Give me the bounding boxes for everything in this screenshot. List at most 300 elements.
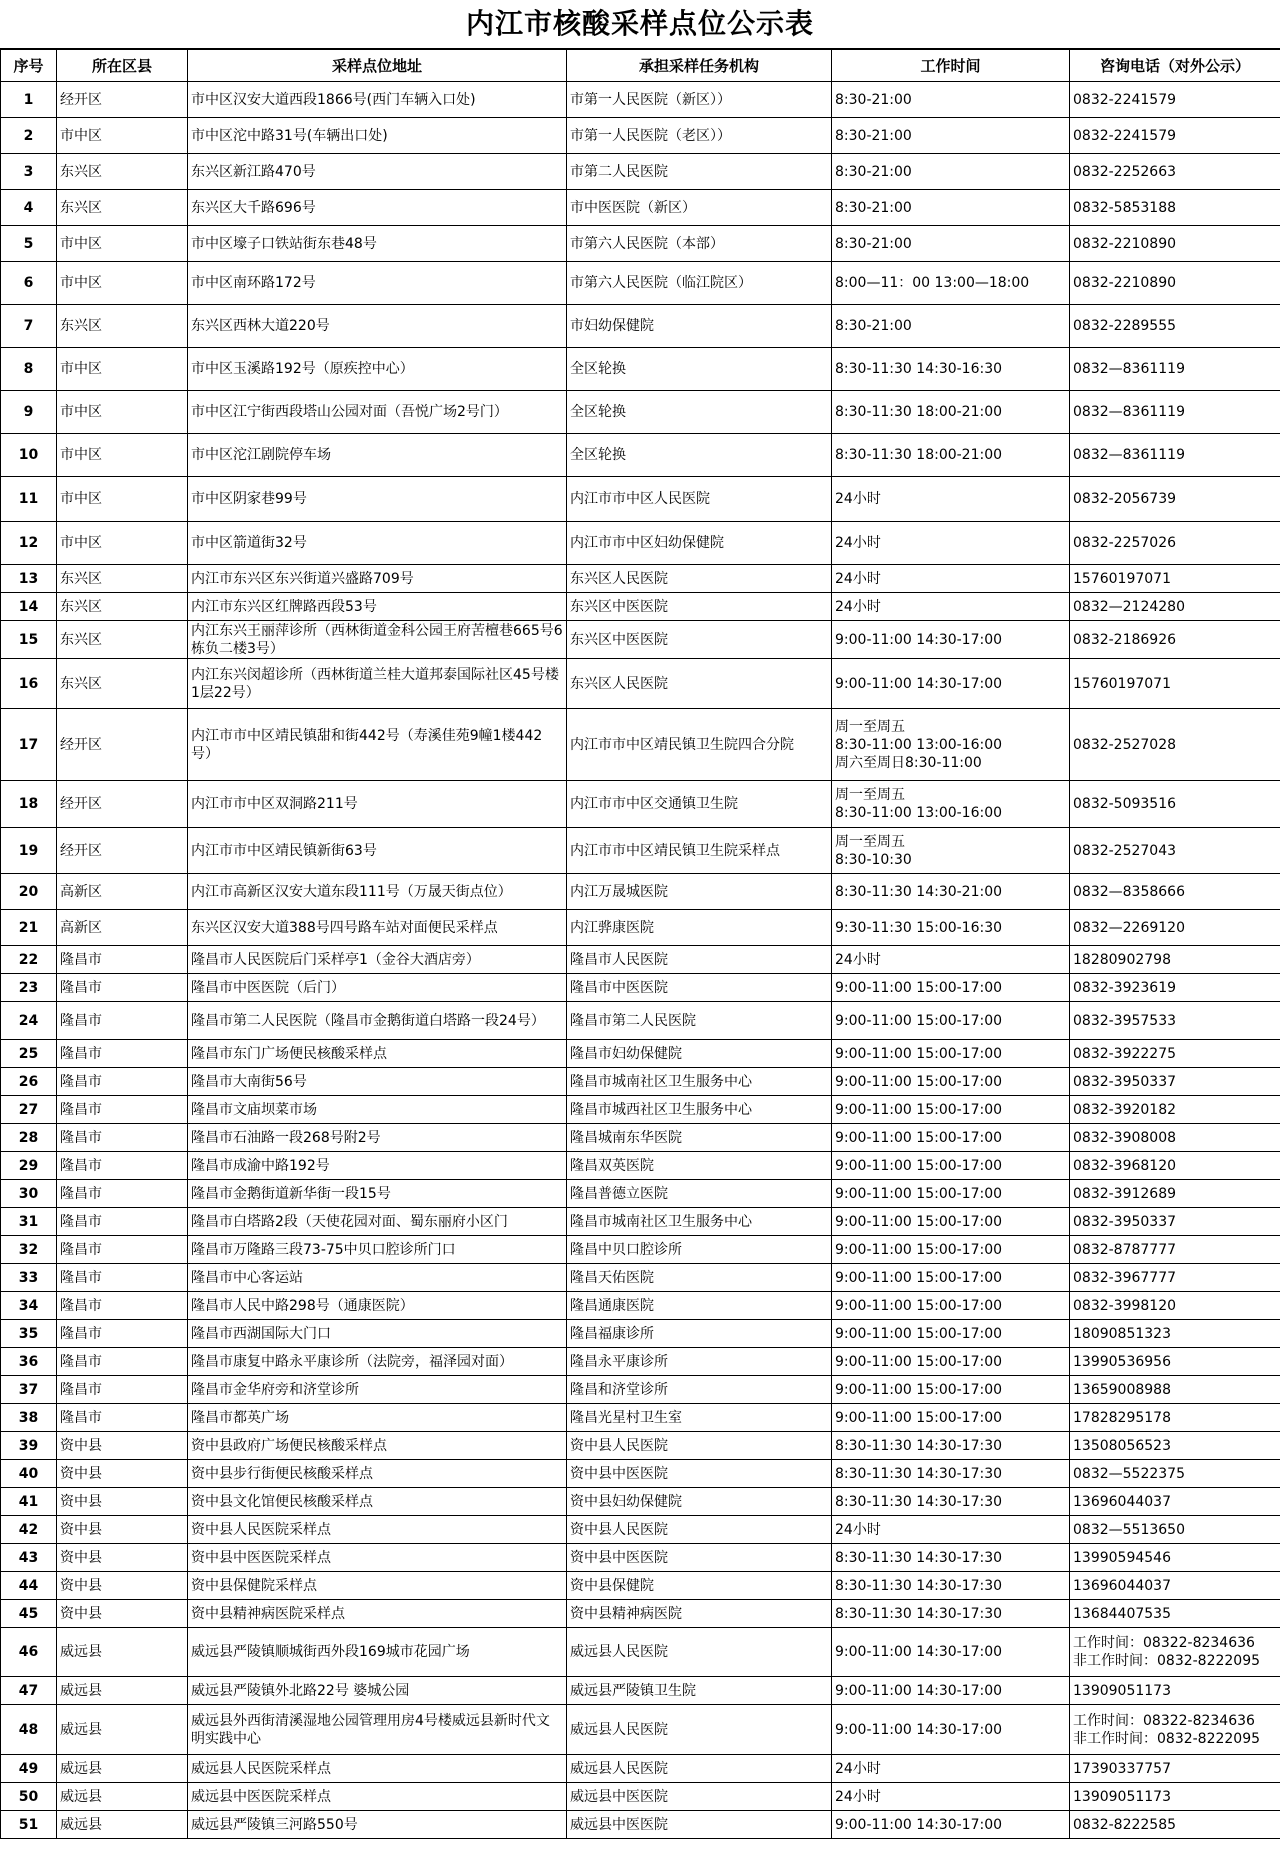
phone-cell: 0832-5853188 [1070,190,1280,226]
org-cell: 威远县中医医院 [567,1783,832,1811]
org-cell: 隆昌和济堂诊所 [567,1376,832,1404]
address-cell: 市中区阴家巷99号 [188,477,567,522]
address-cell: 市中区南环路172号 [188,262,567,305]
table-row [1,1320,1280,1348]
org-cell: 内江市市中区妇幼保健院 [567,522,832,565]
row-number: 8 [1,348,57,391]
phone-cell: 0832-2210890 [1070,262,1280,305]
table-row [1,593,1280,621]
row-number: 22 [1,946,57,974]
phone-cell: 0832-3908008 [1070,1124,1280,1152]
phone-cell: 0832—8361119 [1070,391,1280,434]
district-cell: 隆昌市 [57,1180,188,1208]
row-number: 37 [1,1376,57,1404]
address-cell: 威远县严陵镇三河路550号 [188,1811,567,1839]
time-cell: 9:00-11:00 15:00-17:00 [832,1348,1070,1376]
time-cell: 9:00-11:00 15:00-17:00 [832,1124,1070,1152]
table-row [1,828,1280,874]
address-cell: 内江市市中区靖民镇新街63号 [188,828,567,874]
time-cell: 9:00-11:00 14:30-17:00 [832,1811,1070,1839]
time-cell: 9:00-11:00 15:00-17:00 [832,1040,1070,1068]
org-cell: 隆昌市第二人民医院 [567,1002,832,1040]
district-cell: 市中区 [57,348,188,391]
row-number: 38 [1,1404,57,1432]
row-number: 9 [1,391,57,434]
row-number: 27 [1,1096,57,1124]
row-number: 28 [1,1124,57,1152]
time-cell: 9:00-11:00 15:00-17:00 [832,1404,1070,1432]
org-cell: 隆昌普德立医院 [567,1180,832,1208]
table-row [1,522,1280,565]
table-row [1,1544,1280,1572]
table-row [1,1040,1280,1068]
table-body [1,82,1280,1839]
district-cell: 东兴区 [57,659,188,709]
org-cell: 市妇幼保健院 [567,305,832,348]
time-cell: 8:30-21:00 [832,226,1070,262]
district-cell: 市中区 [57,262,188,305]
phone-cell: 0832-3968120 [1070,1152,1280,1180]
phone-cell: 17390337757 [1070,1755,1280,1783]
time-cell: 9:00-11:00 15:00-17:00 [832,1264,1070,1292]
org-cell: 隆昌城南东华医院 [567,1124,832,1152]
row-number: 6 [1,262,57,305]
org-cell: 隆昌天佑医院 [567,1264,832,1292]
time-cell: 周一至周五 8:30-10:30 [832,828,1070,874]
district-cell: 隆昌市 [57,1320,188,1348]
address-cell: 资中县保健院采样点 [188,1572,567,1600]
org-cell: 内江万晟城医院 [567,874,832,910]
district-cell: 隆昌市 [57,1348,188,1376]
address-cell: 资中县政府广场便民核酸采样点 [188,1432,567,1460]
time-cell: 8:30-11:30 14:30-17:30 [832,1572,1070,1600]
phone-cell: 0832-2252663 [1070,154,1280,190]
row-number: 14 [1,593,57,621]
org-cell: 资中县精神病医院 [567,1600,832,1628]
time-cell: 8:30-11:30 14:30-17:30 [832,1600,1070,1628]
phone-cell: 15760197071 [1070,659,1280,709]
row-number: 51 [1,1811,57,1839]
address-cell: 内江东兴王丽萍诊所（西林街道金科公园王府苦檀巷665号6栋负二楼3号） [188,621,567,659]
address-cell: 东兴区西林大道220号 [188,305,567,348]
org-cell: 东兴区中医医院 [567,621,832,659]
time-cell: 周一至周五 8:30-11:00 13:00-16:00 [832,781,1070,828]
table-row [1,1572,1280,1600]
time-cell: 9:00-11:00 15:00-17:00 [832,1208,1070,1236]
time-cell: 24小时 [832,565,1070,593]
time-cell: 24小时 [832,593,1070,621]
header-org: 承担采样任务机构 [567,50,832,82]
row-number: 7 [1,305,57,348]
row-number: 20 [1,874,57,910]
time-cell: 9:00-11:00 14:30-17:00 [832,621,1070,659]
org-cell: 全区轮换 [567,391,832,434]
district-cell: 东兴区 [57,154,188,190]
address-cell: 隆昌市金鹅街道新华街一段15号 [188,1180,567,1208]
phone-cell: 13696044037 [1070,1488,1280,1516]
phone-cell: 0832-2289555 [1070,305,1280,348]
address-cell: 市中区箭道街32号 [188,522,567,565]
org-cell: 威远县人民医院 [567,1705,832,1755]
district-cell: 威远县 [57,1755,188,1783]
phone-cell: 0832-5093516 [1070,781,1280,828]
phone-cell: 13684407535 [1070,1600,1280,1628]
district-cell: 资中县 [57,1516,188,1544]
org-cell: 内江市市中区人民医院 [567,477,832,522]
table-row [1,1002,1280,1040]
row-number: 18 [1,781,57,828]
address-cell: 隆昌市白塔路2段（天使花园对面、蜀东丽府小区门 [188,1208,567,1236]
time-cell: 9:00-11:00 15:00-17:00 [832,1096,1070,1124]
table-row [1,1460,1280,1488]
row-number: 46 [1,1628,57,1677]
org-cell: 隆昌市城南社区卫生服务中心 [567,1068,832,1096]
row-number: 33 [1,1264,57,1292]
org-cell: 隆昌双英医院 [567,1152,832,1180]
table-row [1,226,1280,262]
phone-cell: 工作时间：08322-8234636 非工作时间：0832-8222095 [1070,1628,1280,1677]
district-cell: 资中县 [57,1544,188,1572]
phone-cell: 0832—8361119 [1070,434,1280,477]
address-cell: 东兴区汉安大道388号四号路车站对面便民采样点 [188,910,567,946]
row-number: 49 [1,1755,57,1783]
table-row [1,118,1280,154]
sampling-sites-table [0,49,1280,1839]
org-cell: 隆昌永平康诊所 [567,1348,832,1376]
time-cell: 8:30-21:00 [832,154,1070,190]
table-row [1,391,1280,434]
phone-cell: 13990594546 [1070,1544,1280,1572]
district-cell: 经开区 [57,828,188,874]
district-cell: 市中区 [57,477,188,522]
address-cell: 内江东兴闵超诊所（西林街道兰桂大道邦泰国际社区45号楼1层22号） [188,659,567,709]
org-cell: 隆昌市妇幼保健院 [567,1040,832,1068]
phone-cell: 17828295178 [1070,1404,1280,1432]
table-row [1,1628,1280,1677]
row-number: 47 [1,1677,57,1705]
time-cell: 8:30-21:00 [832,82,1070,118]
table-row [1,1096,1280,1124]
time-cell: 24小时 [832,1783,1070,1811]
table-row [1,1755,1280,1783]
row-number: 19 [1,828,57,874]
table-row [1,874,1280,910]
phone-cell: 0832—5522375 [1070,1460,1280,1488]
address-cell: 内江市市中区靖民镇甜和街442号（寿溪佳苑9幢1楼442号） [188,709,567,781]
phone-cell: 0832-3922275 [1070,1040,1280,1068]
district-cell: 隆昌市 [57,1292,188,1320]
phone-cell: 15760197071 [1070,565,1280,593]
table-row [1,1600,1280,1628]
address-cell: 威远县中医医院采样点 [188,1783,567,1811]
district-cell: 威远县 [57,1783,188,1811]
district-cell: 市中区 [57,118,188,154]
table-row [1,154,1280,190]
org-cell: 隆昌市城南社区卫生服务中心 [567,1208,832,1236]
table-row [1,659,1280,709]
row-number: 26 [1,1068,57,1096]
phone-cell: 0832-2056739 [1070,477,1280,522]
org-cell: 资中县人民医院 [567,1432,832,1460]
time-cell: 9:00-11:00 15:00-17:00 [832,1152,1070,1180]
org-cell: 威远县人民医院 [567,1628,832,1677]
row-number: 16 [1,659,57,709]
row-number: 29 [1,1152,57,1180]
time-cell: 8:30-11:30 18:00-21:00 [832,391,1070,434]
address-cell: 隆昌市金华府旁和济堂诊所 [188,1376,567,1404]
address-cell: 隆昌市西湖国际大门口 [188,1320,567,1348]
phone-cell: 0832-8222585 [1070,1811,1280,1839]
phone-cell: 工作时间：08322-8234636 非工作时间：0832-8222095 [1070,1705,1280,1755]
row-number: 4 [1,190,57,226]
phone-cell: 0832-2186926 [1070,621,1280,659]
time-cell: 9:00-11:00 15:00-17:00 [832,974,1070,1002]
district-cell: 隆昌市 [57,1404,188,1432]
phone-cell: 0832-2241579 [1070,82,1280,118]
phone-cell: 0832—2124280 [1070,593,1280,621]
time-cell: 8:00—11：00 13:00—18:00 [832,262,1070,305]
address-cell: 威远县人民医院采样点 [188,1755,567,1783]
address-cell: 隆昌市东门广场便民核酸采样点 [188,1040,567,1068]
table-row [1,1292,1280,1320]
address-cell: 隆昌市都英广场 [188,1404,567,1432]
time-cell: 8:30-21:00 [832,118,1070,154]
address-cell: 隆昌市成渝中路192号 [188,1152,567,1180]
address-cell: 资中县文化馆便民核酸采样点 [188,1488,567,1516]
phone-cell: 18280902798 [1070,946,1280,974]
time-cell: 24小时 [832,1516,1070,1544]
district-cell: 威远县 [57,1628,188,1677]
phone-cell: 13990536956 [1070,1348,1280,1376]
row-number: 17 [1,709,57,781]
district-cell: 威远县 [57,1705,188,1755]
row-number: 40 [1,1460,57,1488]
row-number: 1 [1,82,57,118]
time-cell: 8:30-11:30 14:30-21:00 [832,874,1070,910]
table-row [1,910,1280,946]
org-cell: 东兴区人民医院 [567,659,832,709]
row-number: 39 [1,1432,57,1460]
time-cell: 9:00-11:00 14:30-17:00 [832,1677,1070,1705]
org-cell: 隆昌中贝口腔诊所 [567,1236,832,1264]
org-cell: 市第一人民医院（新区）） [567,82,832,118]
time-cell: 24小时 [832,946,1070,974]
phone-cell: 0832—8361119 [1070,348,1280,391]
phone-cell: 13909051173 [1070,1677,1280,1705]
phone-cell: 13659008988 [1070,1376,1280,1404]
time-cell: 9:00-11:00 14:30-17:00 [832,659,1070,709]
table-row [1,974,1280,1002]
table-row [1,1488,1280,1516]
row-number: 5 [1,226,57,262]
address-cell: 东兴区大千路696号 [188,190,567,226]
org-cell: 隆昌市中医医院 [567,974,832,1002]
district-cell: 高新区 [57,910,188,946]
row-number: 42 [1,1516,57,1544]
address-cell: 隆昌市文庙坝菜市场 [188,1096,567,1124]
table-title: 内江市核酸采样点位公示表 [0,0,1280,49]
district-cell: 隆昌市 [57,1040,188,1068]
district-cell: 东兴区 [57,593,188,621]
time-cell: 8:30-11:30 14:30-17:30 [832,1460,1070,1488]
address-cell: 隆昌市大南街56号 [188,1068,567,1096]
table-row [1,1783,1280,1811]
district-cell: 资中县 [57,1432,188,1460]
time-cell: 9:00-11:00 15:00-17:00 [832,1180,1070,1208]
time-cell: 9:00-11:00 14:30-17:00 [832,1705,1070,1755]
header-row [1,50,1280,82]
district-cell: 隆昌市 [57,1068,188,1096]
row-number: 11 [1,477,57,522]
district-cell: 隆昌市 [57,974,188,1002]
address-cell: 资中县人民医院采样点 [188,1516,567,1544]
org-cell: 市第六人民医院（本部） [567,226,832,262]
district-cell: 隆昌市 [57,1002,188,1040]
district-cell: 资中县 [57,1488,188,1516]
time-cell: 9:00-11:00 15:00-17:00 [832,1002,1070,1040]
address-cell: 市中区江宁街西段塔山公园对面（吾悦广场2号门） [188,391,567,434]
time-cell: 8:30-11:30 18:00-21:00 [832,434,1070,477]
org-cell: 内江市市中区靖民镇卫生院采样点 [567,828,832,874]
address-cell: 威远县严陵镇顺城街西外段169城市花园广场 [188,1628,567,1677]
district-cell: 东兴区 [57,305,188,348]
table-row [1,1152,1280,1180]
district-cell: 东兴区 [57,621,188,659]
address-cell: 东兴区新江路470号 [188,154,567,190]
org-cell: 隆昌福康诊所 [567,1320,832,1348]
address-cell: 隆昌市中心客运站 [188,1264,567,1292]
table-row [1,1516,1280,1544]
org-cell: 市第二人民医院 [567,154,832,190]
row-number: 23 [1,974,57,1002]
table-row [1,190,1280,226]
org-cell: 隆昌光星村卫生室 [567,1404,832,1432]
time-cell: 8:30-21:00 [832,190,1070,226]
phone-cell: 0832-2210890 [1070,226,1280,262]
address-cell: 内江市市中区双洞路211号 [188,781,567,828]
org-cell: 全区轮换 [567,434,832,477]
row-number: 10 [1,434,57,477]
table-row [1,1811,1280,1839]
row-number: 36 [1,1348,57,1376]
address-cell: 隆昌市人民医院后门采样亭1（金谷大酒店旁） [188,946,567,974]
org-cell: 市中医医院（新区） [567,190,832,226]
row-number: 3 [1,154,57,190]
phone-cell: 0832-3950337 [1070,1068,1280,1096]
phone-cell: 0832—8358666 [1070,874,1280,910]
org-cell: 市第一人民医院（老区）） [567,118,832,154]
org-cell: 内江骅康医院 [567,910,832,946]
address-cell: 市中区汉安大道西段1866号(西门车辆入口处) [188,82,567,118]
district-cell: 威远县 [57,1811,188,1839]
phone-cell: 13508056523 [1070,1432,1280,1460]
row-number: 15 [1,621,57,659]
address-cell: 市中区沱中路31号(车辆出口处) [188,118,567,154]
phone-cell: 0832-2257026 [1070,522,1280,565]
time-cell: 8:30-11:30 14:30-17:30 [832,1488,1070,1516]
address-cell: 市中区玉溪路192号（原疾控中心） [188,348,567,391]
phone-cell: 0832-3967777 [1070,1264,1280,1292]
district-cell: 隆昌市 [57,1376,188,1404]
table-row [1,82,1280,118]
table-row [1,348,1280,391]
table-row [1,477,1280,522]
row-number: 21 [1,910,57,946]
row-number: 30 [1,1180,57,1208]
address-cell: 市中区沱江剧院停车场 [188,434,567,477]
time-cell: 9:00-11:00 14:30-17:00 [832,1628,1070,1677]
phone-cell: 0832—2269120 [1070,910,1280,946]
time-cell: 周一至周五 8:30-11:00 13:00-16:00 周六至周日8:30-11:00 [832,709,1070,781]
row-number: 44 [1,1572,57,1600]
org-cell: 内江市市中区交通镇卫生院 [567,781,832,828]
org-cell: 隆昌市城西社区卫生服务中心 [567,1096,832,1124]
district-cell: 经开区 [57,709,188,781]
address-cell: 威远县外西街清溪湿地公园管理用房4号楼威远县新时代文明实践中心 [188,1705,567,1755]
row-number: 43 [1,1544,57,1572]
row-number: 32 [1,1236,57,1264]
table-row [1,1705,1280,1755]
district-cell: 东兴区 [57,565,188,593]
time-cell: 24小时 [832,477,1070,522]
row-number: 12 [1,522,57,565]
row-number: 31 [1,1208,57,1236]
address-cell: 资中县步行街便民核酸采样点 [188,1460,567,1488]
phone-cell: 0832-2527043 [1070,828,1280,874]
phone-cell: 0832-3957533 [1070,1002,1280,1040]
row-number: 50 [1,1783,57,1811]
org-cell: 威远县严陵镇卫生院 [567,1677,832,1705]
row-number: 35 [1,1320,57,1348]
table-row [1,1677,1280,1705]
phone-cell: 0832-3950337 [1070,1208,1280,1236]
table-row [1,1376,1280,1404]
district-cell: 隆昌市 [57,1236,188,1264]
address-cell: 隆昌市康复中路永平康诊所（法院旁，福泽园对面） [188,1348,567,1376]
district-cell: 东兴区 [57,190,188,226]
time-cell: 8:30-21:00 [832,305,1070,348]
phone-cell: 0832-8787777 [1070,1236,1280,1264]
phone-cell: 0832-2241579 [1070,118,1280,154]
row-number: 24 [1,1002,57,1040]
table-row [1,305,1280,348]
district-cell: 资中县 [57,1460,188,1488]
header-address: 采样点位地址 [188,50,567,82]
org-cell: 威远县中医医院 [567,1811,832,1839]
time-cell: 9:00-11:00 15:00-17:00 [832,1320,1070,1348]
row-number: 48 [1,1705,57,1755]
district-cell: 隆昌市 [57,1152,188,1180]
table-row [1,1432,1280,1460]
row-number: 25 [1,1040,57,1068]
address-cell: 隆昌市万隆路三段73-75中贝口腔诊所门口 [188,1236,567,1264]
org-cell: 市第六人民医院（临江院区） [567,262,832,305]
table-row [1,1236,1280,1264]
header-time: 工作时间 [832,50,1070,82]
address-cell: 隆昌市人民中路298号（通康医院） [188,1292,567,1320]
phone-cell: 18090851323 [1070,1320,1280,1348]
header-district: 所在区县 [57,50,188,82]
district-cell: 经开区 [57,82,188,118]
district-cell: 市中区 [57,391,188,434]
time-cell: 24小时 [832,522,1070,565]
row-number: 13 [1,565,57,593]
org-cell: 资中县保健院 [567,1572,832,1600]
phone-cell: 0832-3998120 [1070,1292,1280,1320]
district-cell: 高新区 [57,874,188,910]
phone-cell: 0832-3912689 [1070,1180,1280,1208]
district-cell: 经开区 [57,781,188,828]
